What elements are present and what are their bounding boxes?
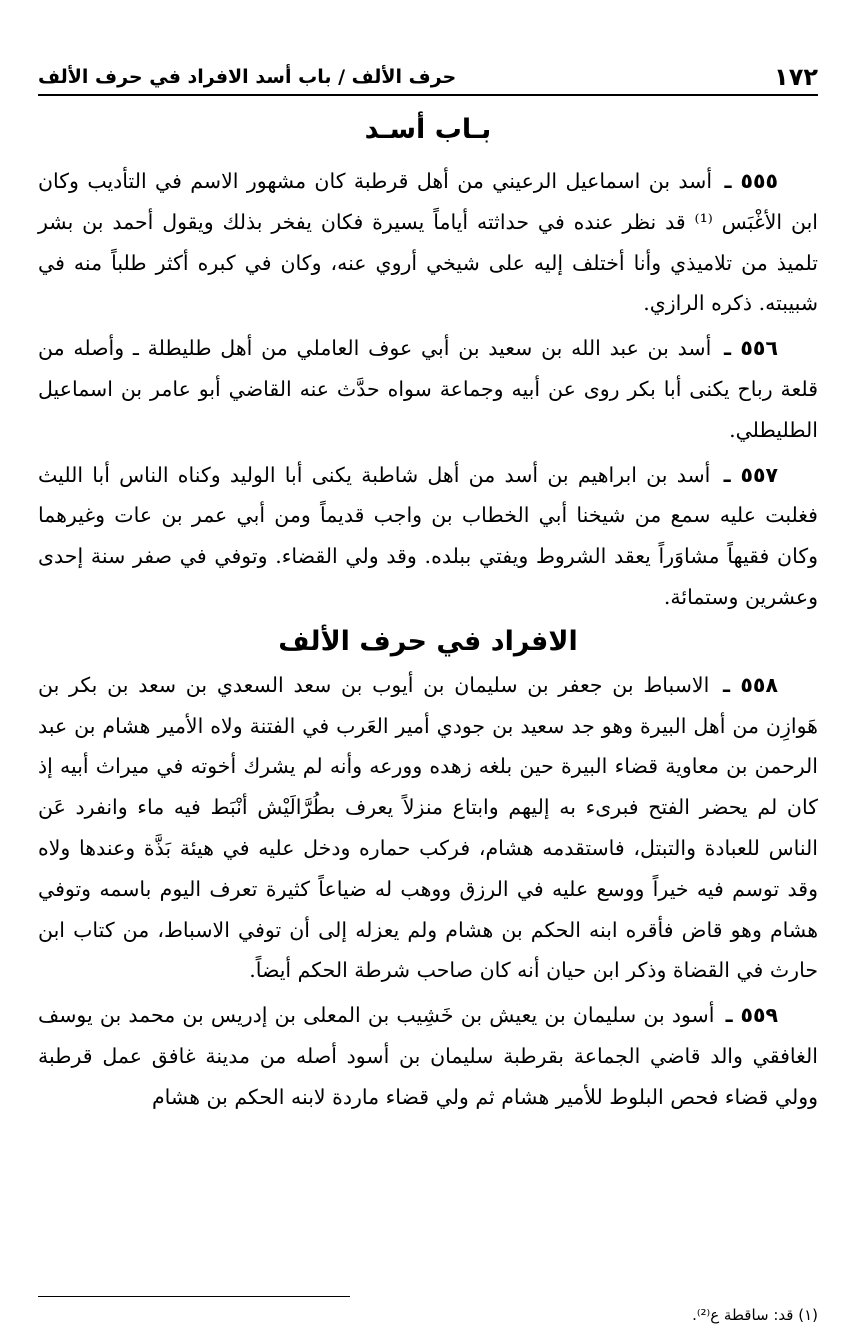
footnote: (١) قد: ساقطة ع⁽²⁾.	[692, 1306, 818, 1324]
running-header	[38, 60, 818, 96]
page-number: ١٧٢	[774, 63, 818, 91]
section-heading-bab-asad: بـاب أسـد	[364, 114, 492, 145]
footnote-divider	[38, 1296, 350, 1297]
entry-number: ٥٥٨ ـ	[723, 672, 778, 697]
entry-number: ٥٥٥ ـ	[724, 169, 778, 193]
entry-557	[38, 455, 818, 618]
entry-number: ٥٥٩ ـ	[725, 1003, 778, 1028]
entry-text: أسود بن سليمان بن يعيش بن خَشِيب بن المعلى بن إدريس بن محمد بن يوسف الغافقي والد قاضي الجماعة بقرطبة سليمان بن أسود أصله من مدينة غافق عمل قرطبة وولي قضاء فحص البلوط للأمير هشام ثم ولي قضاء ماردة لابنه الحكم بن هشام	[38, 1003, 818, 1109]
entry-number: ٥٥٧ ـ	[723, 462, 778, 487]
section-heading-afrad: الافراد في حرف الألف	[278, 625, 578, 657]
header-title: حرف الألف / باب أسد الافراد في حرف الألف	[38, 66, 457, 88]
entry-text: أسد بن اسماعيل الرعيني من أهل قرطبة كان مشهور الاسم في التأديب وكان ابن الأغْبَس ⁽¹⁾ قد نظر عنده في حداثته أياماً يسيرة فكان يفخر بذلك ويقول أحمد بن بشر تلميذ من تلاميذي وأنا أختلف إليه على شيخي أروي عنه، وكان في كبره أكثر طلباً منه في شبيبته. ذكره الرازي.	[38, 169, 818, 316]
entry-555	[38, 161, 818, 324]
entry-559	[38, 995, 818, 1117]
entry-text: الاسباط بن جعفر بن سليمان بن أيوب بن سعد السعدي بن سعد بن بكر بن هَوازِن من أهل البيرة وهو جد سعيد بن جودي أمير العَرب في الفتنة ولاه الأمير هشام بن عبد الرحمن بن معاوية قضاء البيرة حين بلغه زهده وورعه وأنه لم يشرك أخوته في ميراث أبيه إذ كان لم يحضر الفتح فبرىء به إليهم وابتاع منزلاً يعرف بطُرَّالَيْش أنْبَط فيه ماء وانفرد عَن الناس للعبادة والتبتل، فاستقدمه هشام، فركب حماره ودخل عليه في هيئة بَذَّة وعندها ولاه وقد توسم فيه خيراً ووسع عليه في الرزق ووهب له ضياعاً كثيرة تعرف اليوم باسمه وتوفي هشام وهو قاض فأقره ابنه الحكم بن هشام ولم يعزله إلى أن توفي الاسباط، من كتاب ابن حارث في القضاة وذكر ابن حيان أنه كان صاحب شرطة الحكم أيضاً.	[38, 672, 818, 983]
entry-text: أسد بن عبد الله بن سعيد بن أبي عوف العاملي من أهل طليطلة ـ وأصله من قلعة رباح يكنى أبا بكر روى عن أبيه وجماعة سواه حدَّث عنه القاضي أبو عامر بن اسماعيل الطليطلي.	[38, 336, 818, 442]
entry-text: أسد بن ابراهيم بن أسد من أهل شاطبة يكنى أبا الوليد وكناه الناس أبا الليث فغلبت عليه سمع من شيخنا أبي الخطاب بن واجب قديماً ومن أبي عمر بن عات وغيرهما وكان فقيهاً مشاوَراً يعقد الشروط ويفتي ببلده. وقد ولي القضاء. وتوفي في صفر سنة إحدى وعشرين وستمائة.	[38, 462, 818, 609]
entry-number: ٥٥٦ ـ	[724, 336, 778, 361]
entry-556	[38, 328, 818, 450]
entry-558	[38, 665, 818, 991]
book-page	[38, 60, 818, 1330]
